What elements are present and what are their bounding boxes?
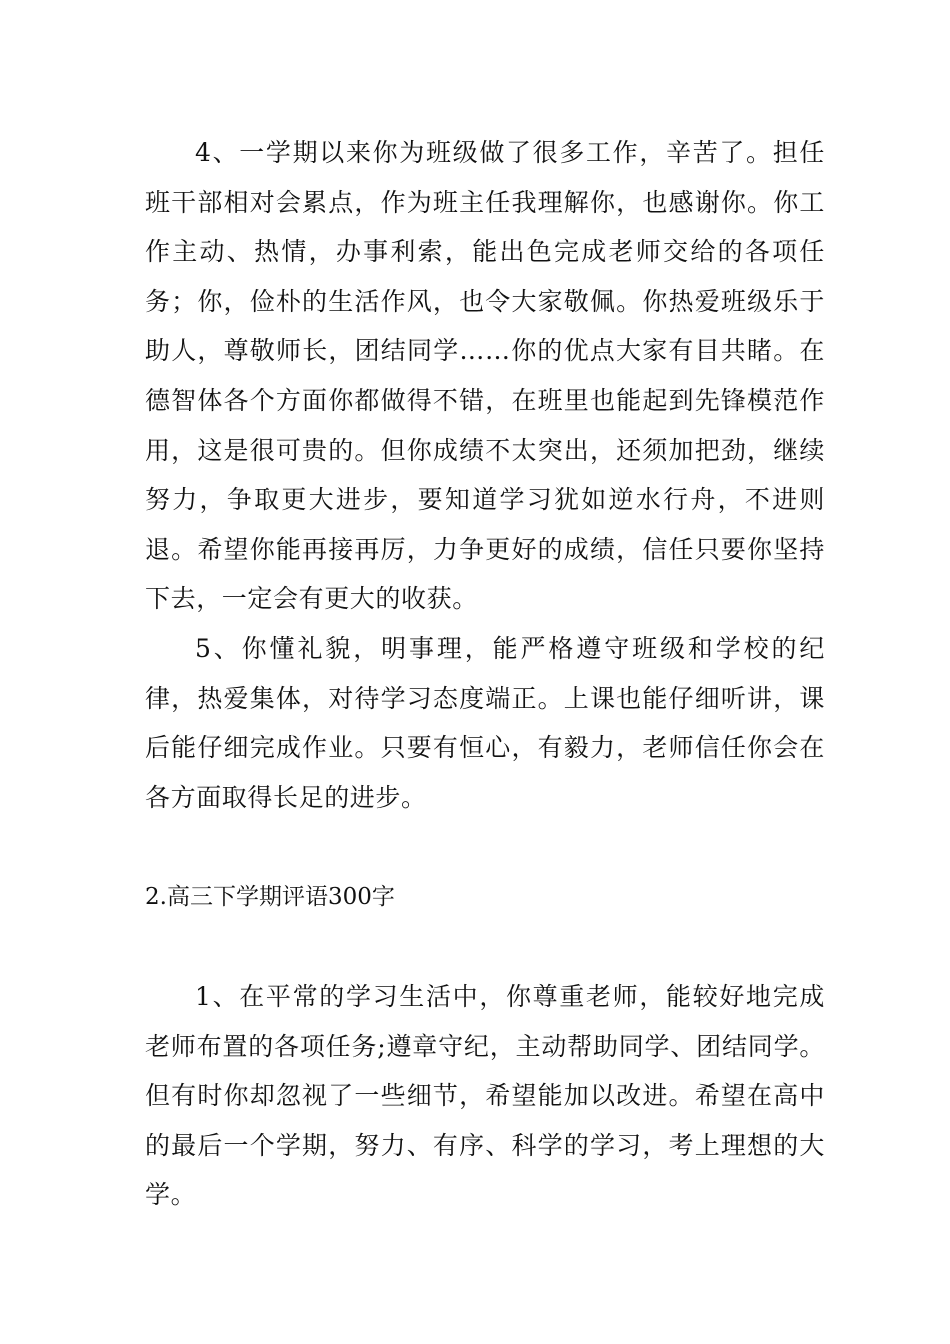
comment-paragraph-5: 5、你懂礼貌，明事理，能严格遵守班级和学校的纪律，热爱集体，对待学习态度端正。上课也能仔细听讲，课后能仔细完成作业。只要有恒心，有毅力，老师信任你会在各方面取得长足的进步。 (145, 634, 825, 812)
comment-paragraph-4: 4、一学期以来你为班级做了很多工作，辛苦了。担任班干部相对会累点，作为班主任我理解你，也感谢你。你工作主动、热情，办事利索，能出色完成老师交给的各项任务；你，俭朴的生活作风，也令大家敬佩。你热爱班级乐于助人，尊敬师长，团结同学……你的优点大家有目共睹。在德智体各个方面你都做得不错，在班里也能起到先锋模范作用，这是很可贵的。但你成绩不太突出，还须加把劲，继续努力，争取更大进步，要知道学习犹如逆水行舟，不进则退。希望你能再接再厉，力争更好的成绩，信任只要你坚持下去，一定会有更大的收获。 (145, 138, 825, 614)
section-comment-paragraph-1: 1、在平常的学习生活中，你尊重老师，能较好地完成老师布置的各项任务;遵章守纪，主动帮助同学、团结同学。但有时你却忽视了一些细节，希望能加以改进。希望在高中的最后一个学期，努力、有序、科学的学习，考上理想的大学。 (145, 982, 825, 1210)
section-heading: 2.高三下学期评语300字 (145, 884, 395, 910)
